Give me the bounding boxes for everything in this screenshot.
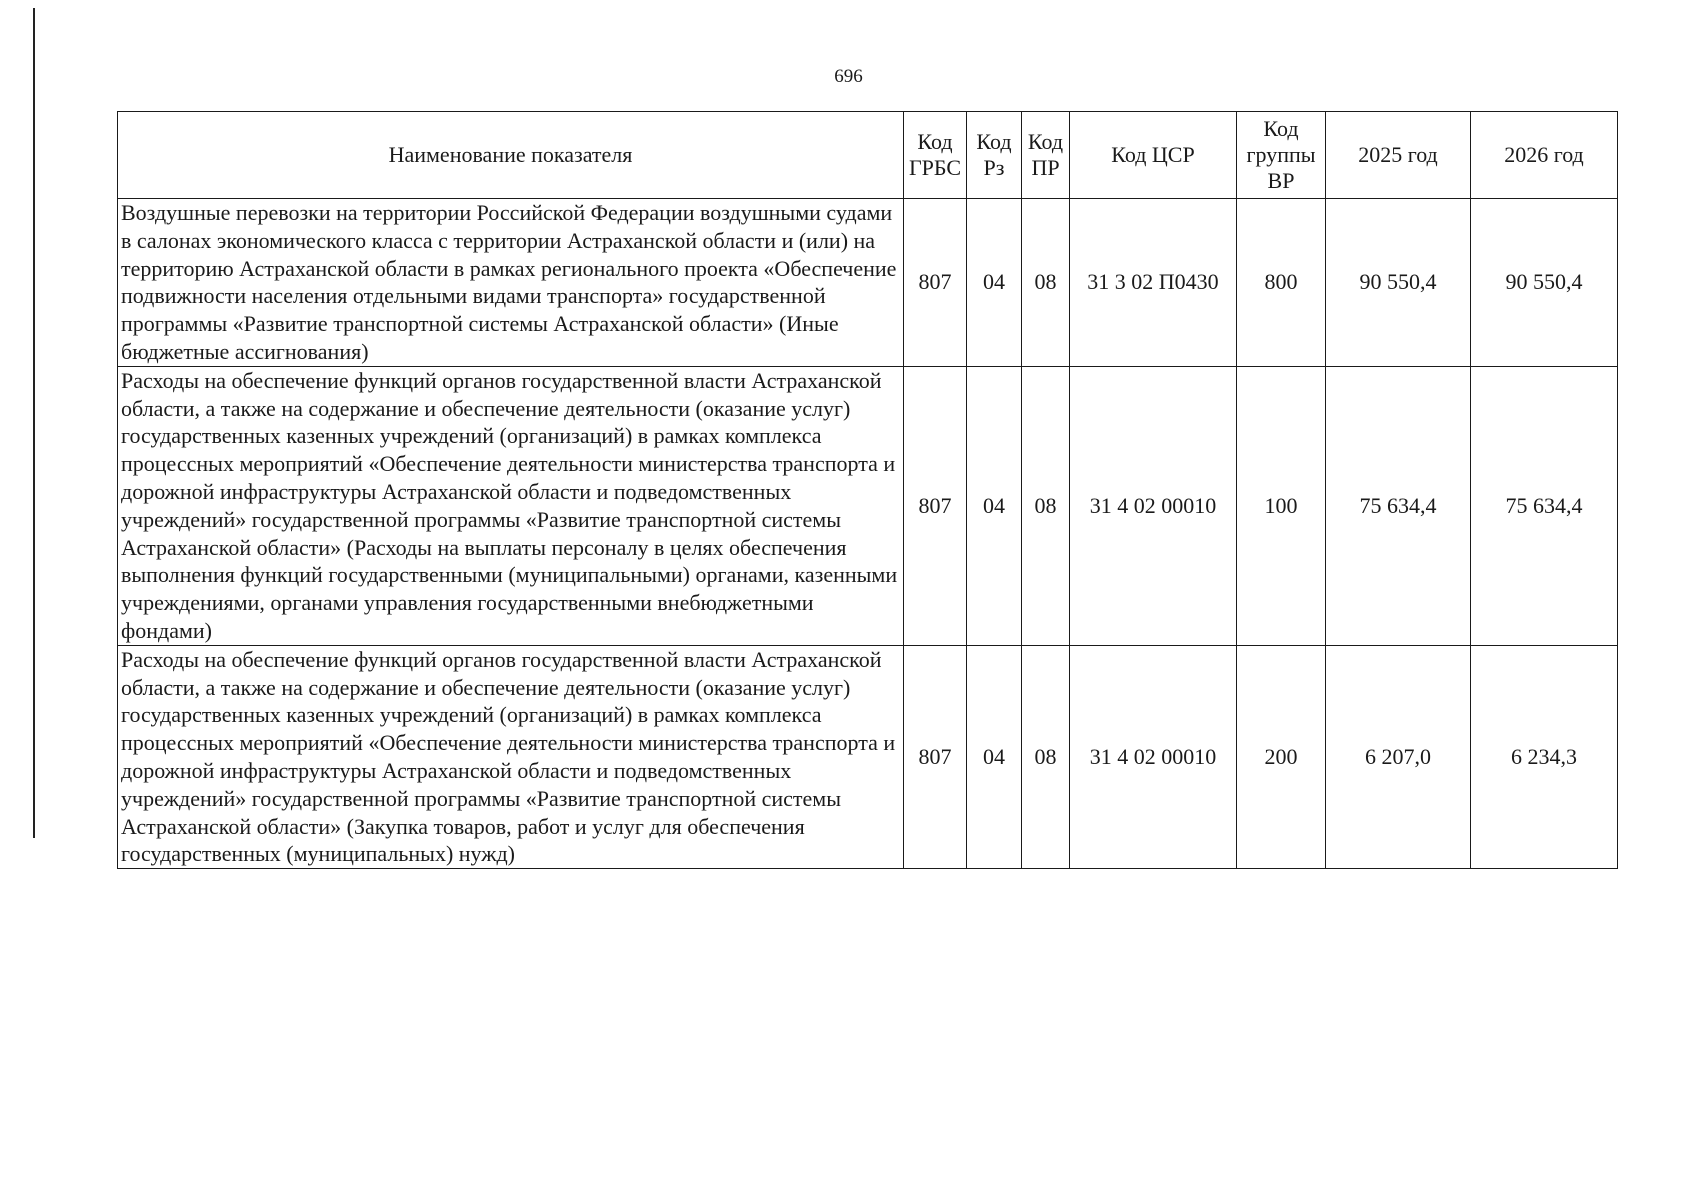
row-name: Расходы на обеспечение функций органов государственной власти Астраханской области, а также на содержание и обеспечение деятельности (оказание услуг) государственных казенных учреждений (организаций) в рамках комплекса процессных мероприятий «Обеспечение деятельности министерства транспорта и дорожной инфраструктуры Астраханской области и подведомственных учреждений» государственной программы «Развитие транспортной системы Астраханской области» (Закупка товаров, работ и услуг для обеспечения государственных (муниципальных) нужд) (118, 645, 904, 868)
row-vr: 100 (1237, 366, 1326, 645)
row-csr: 31 4 02 00010 (1070, 366, 1237, 645)
row-rz: 04 (967, 199, 1022, 367)
row-2026: 90 550,4 (1471, 199, 1618, 367)
row-pr: 08 (1022, 366, 1070, 645)
row-grbs: 807 (904, 366, 967, 645)
header-name: Наименование показателя (118, 112, 904, 199)
header-vr: Код группы ВР (1237, 112, 1326, 199)
table-row (118, 366, 1618, 645)
table-header-row (118, 112, 1618, 199)
row-2025: 75 634,4 (1326, 366, 1471, 645)
binding-edge-line (33, 8, 35, 838)
row-name: Расходы на обеспечение функций органов государственной власти Астраханской области, а также на содержание и обеспечение деятельности (оказание услуг) государственных казенных учреждений (организаций) в рамках комплекса процессных мероприятий «Обеспечение деятельности министерства транспорта и дорожной инфраструктуры Астраханской области и подведомственных учреждений» государственной программы «Развитие транспортной системы Астраханской области» (Расходы на выплаты персоналу в целях обеспечения выполнения функций государственными (муниципальными) органами, казенными учреждениями, органами управления государственными внебюджетными фондами) (118, 366, 904, 645)
header-rz: Код Рз (967, 112, 1022, 199)
header-2025: 2025 год (1326, 112, 1471, 199)
row-2026: 6 234,3 (1471, 645, 1618, 868)
row-2025: 90 550,4 (1326, 199, 1471, 367)
table-row (118, 645, 1618, 868)
row-csr: 31 4 02 00010 (1070, 645, 1237, 868)
row-grbs: 807 (904, 645, 967, 868)
header-csr: Код ЦСР (1070, 112, 1237, 199)
row-rz: 04 (967, 645, 1022, 868)
page-number: 696 (834, 66, 863, 87)
row-2025: 6 207,0 (1326, 645, 1471, 868)
header-2026: 2026 год (1471, 112, 1618, 199)
row-pr: 08 (1022, 645, 1070, 868)
header-pr: Код ПР (1022, 112, 1070, 199)
row-pr: 08 (1022, 199, 1070, 367)
table-row (118, 199, 1618, 367)
row-grbs: 807 (904, 199, 967, 367)
row-rz: 04 (967, 366, 1022, 645)
row-2026: 75 634,4 (1471, 366, 1618, 645)
row-vr: 800 (1237, 199, 1326, 367)
header-grbs: Код ГРБС (904, 112, 967, 199)
budget-table (117, 111, 1618, 869)
row-name: Воздушные перевозки на территории Российской Федерации воздушными судами в салонах экономического класса с территории Астраханской области и (или) на территорию Астраханской области в рамках регионального проекта «Обеспечение подвижности населения отдельными видами транспорта» государственной программы «Развитие транспортной системы Астраханской области» (Иные бюджетные ассигнования) (118, 199, 904, 367)
row-csr: 31 3 02 П0430 (1070, 199, 1237, 367)
row-vr: 200 (1237, 645, 1326, 868)
